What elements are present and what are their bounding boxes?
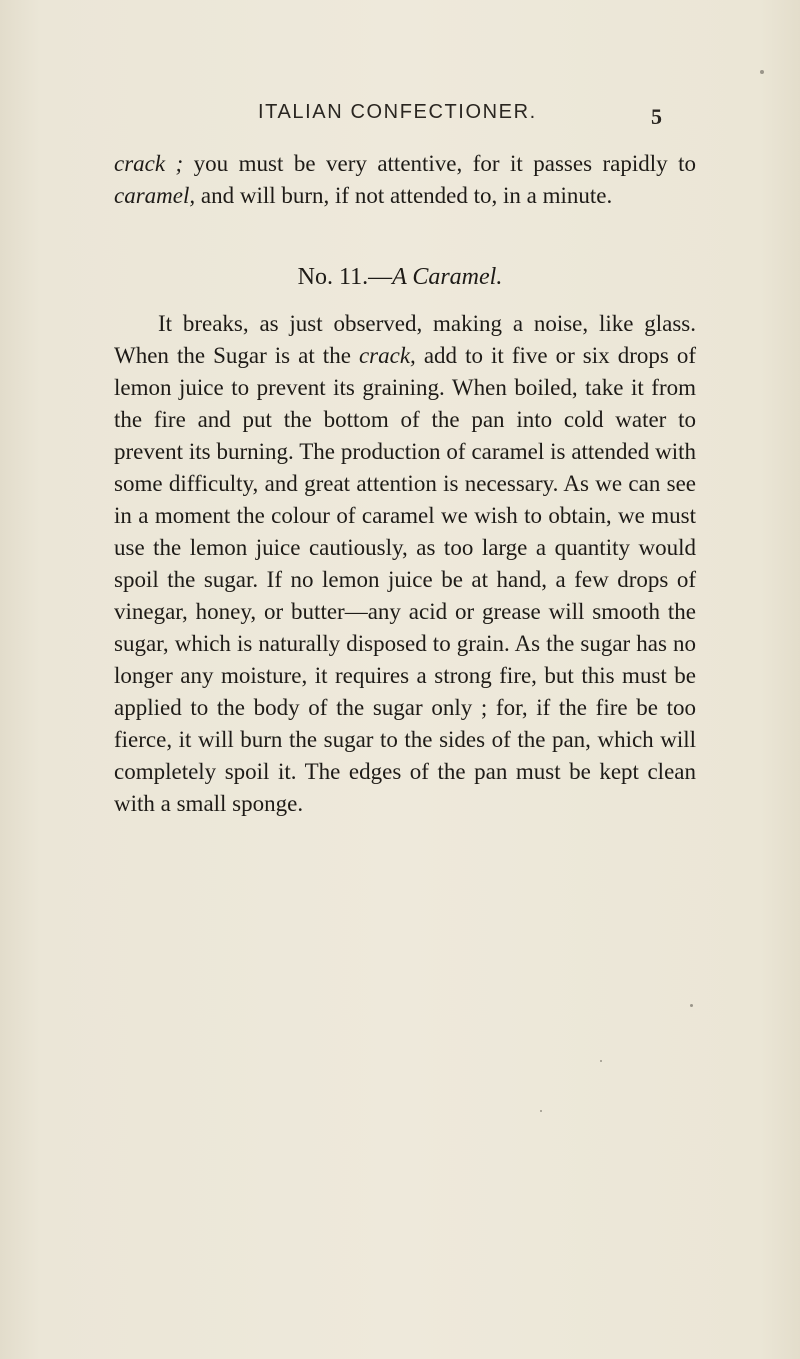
- recipe-paragraph: [114, 308, 696, 820]
- recipe-heading: [0, 264, 800, 291]
- italic-term: crack,: [358, 343, 416, 368]
- paragraph-continuation: [114, 148, 696, 212]
- running-head: ITALIAN CONFECTIONER.: [258, 101, 537, 123]
- recipe-title: A Caramel.: [392, 264, 503, 290]
- italic-term: crack ;: [114, 151, 184, 176]
- paragraph-text: you must be very attentive, for it passes rapidly to: [183, 151, 696, 176]
- paragraph-text: add to it five or six drops of lemon juice to prevent its graining. When boiled, take it from the fire and put the bottom of the pan into cold water to prevent its burning. The production of caramel is attended with some difficulty, and great attention is necessary. As we can see in a moment the colour of caramel we wish to obtain, we must use the lemon juice cautiously, as too large a quantity would spoil the sugar. If no lemon juice be at hand, a few drops of vinegar, honey, or butter—any acid or grease will smooth the sugar, which is naturally disposed to grain. As the sugar has no longer any moisture, it requires a strong fire, but this must be applied to the body of the sugar only ; for, if the fire be too fierce, it will burn the sugar to the sides of the pan, which will completely spoil it. The edges of the pan must be kept clean with a small sponge.: [114, 343, 696, 816]
- page-number: 5: [651, 104, 662, 129]
- paper-speck: [690, 1004, 693, 1007]
- paper-speck: [600, 1060, 602, 1062]
- recipe-number: No. 11.—: [297, 264, 393, 290]
- paper-speck: [760, 70, 764, 74]
- paragraph-text: It breaks, as just observed, making a noise, like glass. When the Sugar is at the: [114, 311, 696, 368]
- paragraph-text: and will burn, if not attended to, in a minute.: [195, 183, 613, 208]
- italic-term: caramel,: [114, 183, 196, 208]
- paper-speck: [540, 1110, 542, 1112]
